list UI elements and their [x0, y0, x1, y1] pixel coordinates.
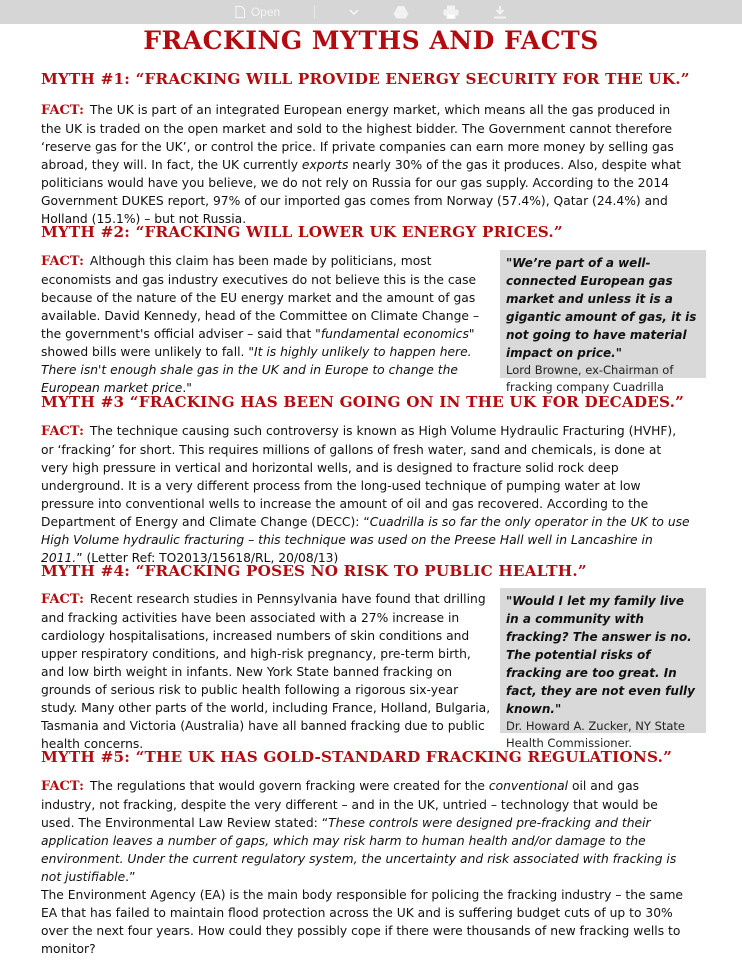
myth-4-body: FACT: Recent research studies in Pennsylvania have found that drilling and fracking activities have been associated with a 27% increase in cardiology hospitalisations, increased numbers of skin conditions and upper respiratory conditions, and high-risk pregnancy, pre-term birth, and low birth weight in infants. New York State banned fracking on grounds of serious risk to public health following a rigorous six-year study. Many other parts of the world, including France, Holland, Bulgaria, Tasmania and Victoria (Australia) have all banned fracking due to public health concerns.	[41, 592, 491, 751]
myth-5-body: FACT: The regulations that would govern fracking were created for the conventional oil and gas industry, not fracking, despite the very different – and in the UK, untried – technology that would be used. The Environmental Law Review stated: “These controls were designed pre-fracking and their application leaves a number of gaps, which may risk harm to human health and/or damage to the environment. Under the current regulatory system, the uncertainty and risk associated with fracking is not justifiable.” The Environment Agency (EA) is the main body responsible for policing the fracking industry – the same EA that has failed to maintain flood protection across the UK and is suffering budget cuts of up to 30% over the next four years. How could they possibly cope if there were thousands of new fracking wells to monitor?	[41, 779, 683, 956]
myth-2-body: FACT: Although this claim has been made by politicians, most economists and gas industry executives do not believe this is the case because of the nature of the EU energy market and the amount of gas available. David Kennedy, head of the Committee on Climate Change – the government's official adviser – said that "fundamental economics" showed bills were unlikely to fall. "It is highly unlikely to happen here. There isn't enough shale gas in the UK and in Europe to change the European market price."	[41, 254, 480, 395]
drive-icon[interactable]	[393, 5, 409, 19]
fact-label: FACT:	[41, 254, 84, 269]
myth-2-attribution: Lord Browne, ex-Chairman of fracking company Cuadrilla	[506, 363, 674, 394]
myth-4-heading: MYTH #4: “FRACKING POSES NO RISK TO PUBLIC HEALTH.”	[41, 562, 587, 580]
document-page	[0, 24, 742, 960]
myth-3-heading: MYTH #3 “FRACKING HAS BEEN GOING ON IN THE UK FOR DECADES.”	[41, 393, 685, 411]
fact-label: FACT:	[41, 592, 84, 607]
print-icon[interactable]	[443, 5, 459, 19]
open-button[interactable]	[235, 5, 280, 19]
myth-3-body: FACT: The technique causing such controversy is known as High Volume Hydraulic Fracturing (HVHF), or ‘fracking’ for short. This requires millions of gallons of fresh water, sand and chemicals, is done at very high pressure in vertical and horizontal wells, and is designed to fracture solid rock deep underground. It is a very different process from the long-used technique of pumping water at low pressure into conventional wells to increase the amount of oil and gas recovered. According to the Department of Energy and Climate Change (DECC): “Cuadrilla is so far the only operator in the UK to use High Volume hydraulic fracturing – this technique was used on the Preese Hall well in Lancashire in 2011.” (Letter Ref: TO2013/15618/RL, 20/08/13)	[41, 424, 690, 565]
myth-2-quote: "We’re part of a well-connected European gas market and unless it is a gigantic amount of gas, it is not going to have material impact on price."	[506, 256, 697, 360]
myth-1-body: FACT: The UK is part of an integrated European energy market, which means all the gas produced in the UK is traded on the open market and sold to the highest bidder. The Government cannot therefore ‘reserve gas for the UK’, or control the price. If private companies can earn more money by selling gas abroad, they will. In fact, the UK currently exports nearly 30% of the gas it produces. Also, despite what politicians would have you believe, we do not rely on Russia for our gas supply. According to the 2014 Government DUKES report, 97% of our imported gas comes from Norway (57.4%), Qatar (24.4%) and Holland (15.1%) – but not Russia.	[41, 103, 682, 226]
page-title: FRACKING MYTHS AND FACTS	[143, 26, 599, 55]
myth-4-quote-box	[500, 588, 706, 750]
toolbar-separator	[314, 5, 315, 19]
fact-label: FACT:	[41, 779, 84, 794]
myth-2-heading: MYTH #2: “FRACKING WILL LOWER UK ENERGY PRICES.”	[41, 223, 563, 241]
myth-4-attribution: Dr. Howard A. Zucker, NY State Health Commissioner.	[506, 719, 686, 750]
chevron-down-icon[interactable]	[349, 8, 359, 16]
file-icon	[235, 6, 245, 18]
download-icon[interactable]	[493, 5, 507, 19]
myth-1-heading: MYTH #1: “FRACKING WILL PROVIDE ENERGY SECURITY FOR THE UK.”	[41, 70, 690, 88]
myth-4-quote: "Would I let my family live in a community with fracking? The answer is no. The potential risks of fracking are too great. In fact, they are not even fully known."	[506, 594, 695, 716]
myth-5-heading: MYTH #5: “THE UK HAS GOLD-STANDARD FRACKING REGULATIONS.”	[41, 748, 673, 766]
fact-label: FACT:	[41, 103, 84, 118]
open-label: Open	[250, 5, 281, 19]
viewer-toolbar	[0, 0, 742, 24]
fact-label: FACT:	[41, 424, 84, 439]
myth-2-quote-box	[500, 250, 706, 394]
